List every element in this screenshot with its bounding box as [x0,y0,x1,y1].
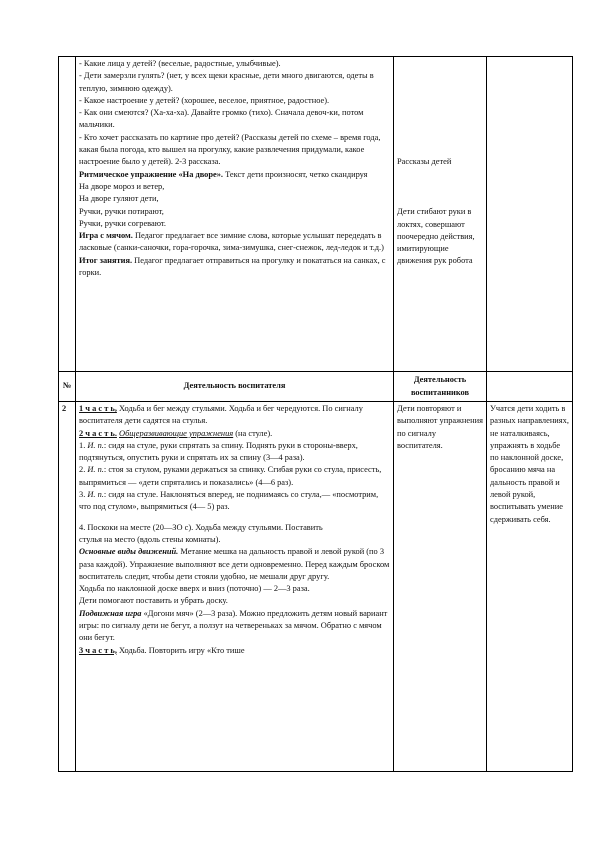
cell-children-activity-main: Дети повторяют и выполняют упражнения по сигналу воспитателя. [394,402,487,772]
table-row-main [59,402,573,772]
exercise-2 [79,464,390,489]
poem-line: На дворе гуляют дети, [79,194,159,204]
cell-row-number: 2 [59,402,76,772]
part2-label: 2 ч а с т ь. [79,428,117,438]
summary-text: Педагог предлагает отправиться на прогулку и покататься на санках, с горки. [79,255,386,278]
rhythm-title: Ритмическое упражнение «На дворе». [79,169,224,179]
question-faces: - Какие лица у детей? (веселые, радостные, улыбчивые). [79,59,281,68]
part3-text: Ходьба. Повторить игру «Кто тише [116,645,245,655]
exercise-1-ip: И. п. [87,440,104,450]
exercise-3 [79,489,390,514]
cell-outcome-top [487,57,573,372]
part-2 [79,428,390,440]
question-frozen: - Дети замерзли гулять? (нет, у всех щеки красные, дети много двигаются, одеты в теплую, зимнюю одежду). [79,71,374,93]
part1-label: 1 ч а с т ь, [79,404,117,413]
table-row-continuation [59,57,573,372]
exercise-1-num: 1. [79,440,88,450]
header-children-activity: Деятельность воспитанников [394,372,487,402]
basic-movements [79,546,390,583]
mobile-text: «Догони мяч» (2—3 раза). Можно предложить детям новый вариант игры: по сигналу дети не бегут, а ползут на четвереньках за мячом. Обратно с мячом они бегут. [79,608,388,643]
question-story: - Кто хочет рассказать по картине про детей? (Рассказы детей по схеме – время года, какая была погода, кто вышел на прогулку, какие развлечения придумали, какое настроение было у детей). 2-3 рассказа. [79,132,381,167]
basic-title: Основные виды движений. [79,547,179,557]
rhythm-exercise [79,169,390,181]
lesson-summary [79,255,390,280]
exercise-2-ip: И. п. [87,465,104,475]
exercise-2-num: 2. [79,465,88,475]
summary-title: Итог занятия. [79,255,133,265]
part-3 [79,645,390,657]
header-outcome [487,372,573,402]
board-walk: Ходьба по наклонной доске вверх и вниз (поточно) — 2—3 раза. [79,584,310,594]
exercise-4-cont: стулья на место (вдоль стены комнаты). [79,534,221,544]
part2-title: Общеразвивающие упражнения [119,428,234,438]
poem-line: Ручки, ручки согревают. [79,218,166,228]
exercise-3-ip: И. п. [87,490,104,500]
exercise-1 [79,440,390,465]
cell-teacher-activity-main [76,402,394,772]
game-text: Педагог предлагает все зимние слова, которые услышат передедать в ласковые (санки-саночки, гора-горочка, зима-зимушка, снег-снежок, лед-ледок и т.д.) [79,231,384,253]
header-teacher-activity: Деятельность воспитателя [76,372,394,402]
mobile-game [79,608,390,645]
part-1 [79,403,390,428]
cell-children-activity-top [394,57,487,372]
part1-text: Ходьба и бег между стульями. Ходьба и бег чередуются. По сигналу воспитателя дети садятся на стулья. [79,404,363,426]
board-help: Дети помогают поставить и убрать доску. [79,596,228,606]
header-num: № [59,372,76,402]
basic-text: Метание мешка на дальность правой и левой рукой (по 3 раза каждой). Упражнение выполняют все дети одновременно. Перед каждым броском воспитатель следит, чтобы дети стояли удобно, не мешали друг другу. [79,547,390,581]
question-laugh: - Как они смеются? (Ха-ха-ха). Давайте громко (тихо). Сначала девоч-ки, потом мальчики. [79,108,364,130]
game-title: Игра с мячом. [79,231,133,241]
part2-after: (на стуле). [233,428,273,438]
mobile-title: Подвижная игра [79,608,142,618]
part3-label: 3 ч а с т ь, [79,645,117,655]
exercise-4: 4. Поскоки на месте (20—ЗО с). Ходьба между стульями. Поставить [79,522,323,532]
poem-line: Ручки, ручки потирают, [79,206,164,216]
question-mood: - Какое настроение у детей? (хорошее, веселое, приятное, радостное). [79,95,330,105]
exercise-3-num: 3. [79,490,88,500]
cell-outcome-main: Учатся дети ходить в разных направлениях, не наталкиваясь, упражнять в ходьбе по наклонной доске, бросанию мяча на дальность правой и левой рукой, воспитывать умение сдерживать себя. [487,402,573,772]
cell-teacher-activity-top [76,57,394,372]
cell-num-empty [59,57,76,372]
children-stories: Рассказы детей [397,157,452,166]
rhythm-text: Текст дети произносят, четко скандируя [223,169,368,179]
exercise-1-text: : сидя на стуле, руки спрятать за спину. Поднять руки в стороны-вверх, подтянуться, опустить руки и спрятать их за спину (3—4 раза). [79,440,358,463]
poem-line: На дворе мороз и ветер, [79,181,165,191]
exercise-3-text: : сидя на стуле. Наклоняться вперед, не поднимаясь со стула,— «посмотрим, что под стулом», выпрямиться (4— 5) раз. [79,490,379,512]
children-robot-movements: Дети стибают руки в локтях, совершают поочередно действия, имитирующие движения рук робота [397,207,475,266]
ball-game [79,230,390,255]
exercise-2-text: : стоя за стулом, руками держаться за спинку. Сгибая руки со стула, присесть, выпрямиться — «дети спрятались и показались» (4—6 раз). [79,465,382,487]
table-header-row [59,372,573,402]
lesson-table [58,56,573,772]
